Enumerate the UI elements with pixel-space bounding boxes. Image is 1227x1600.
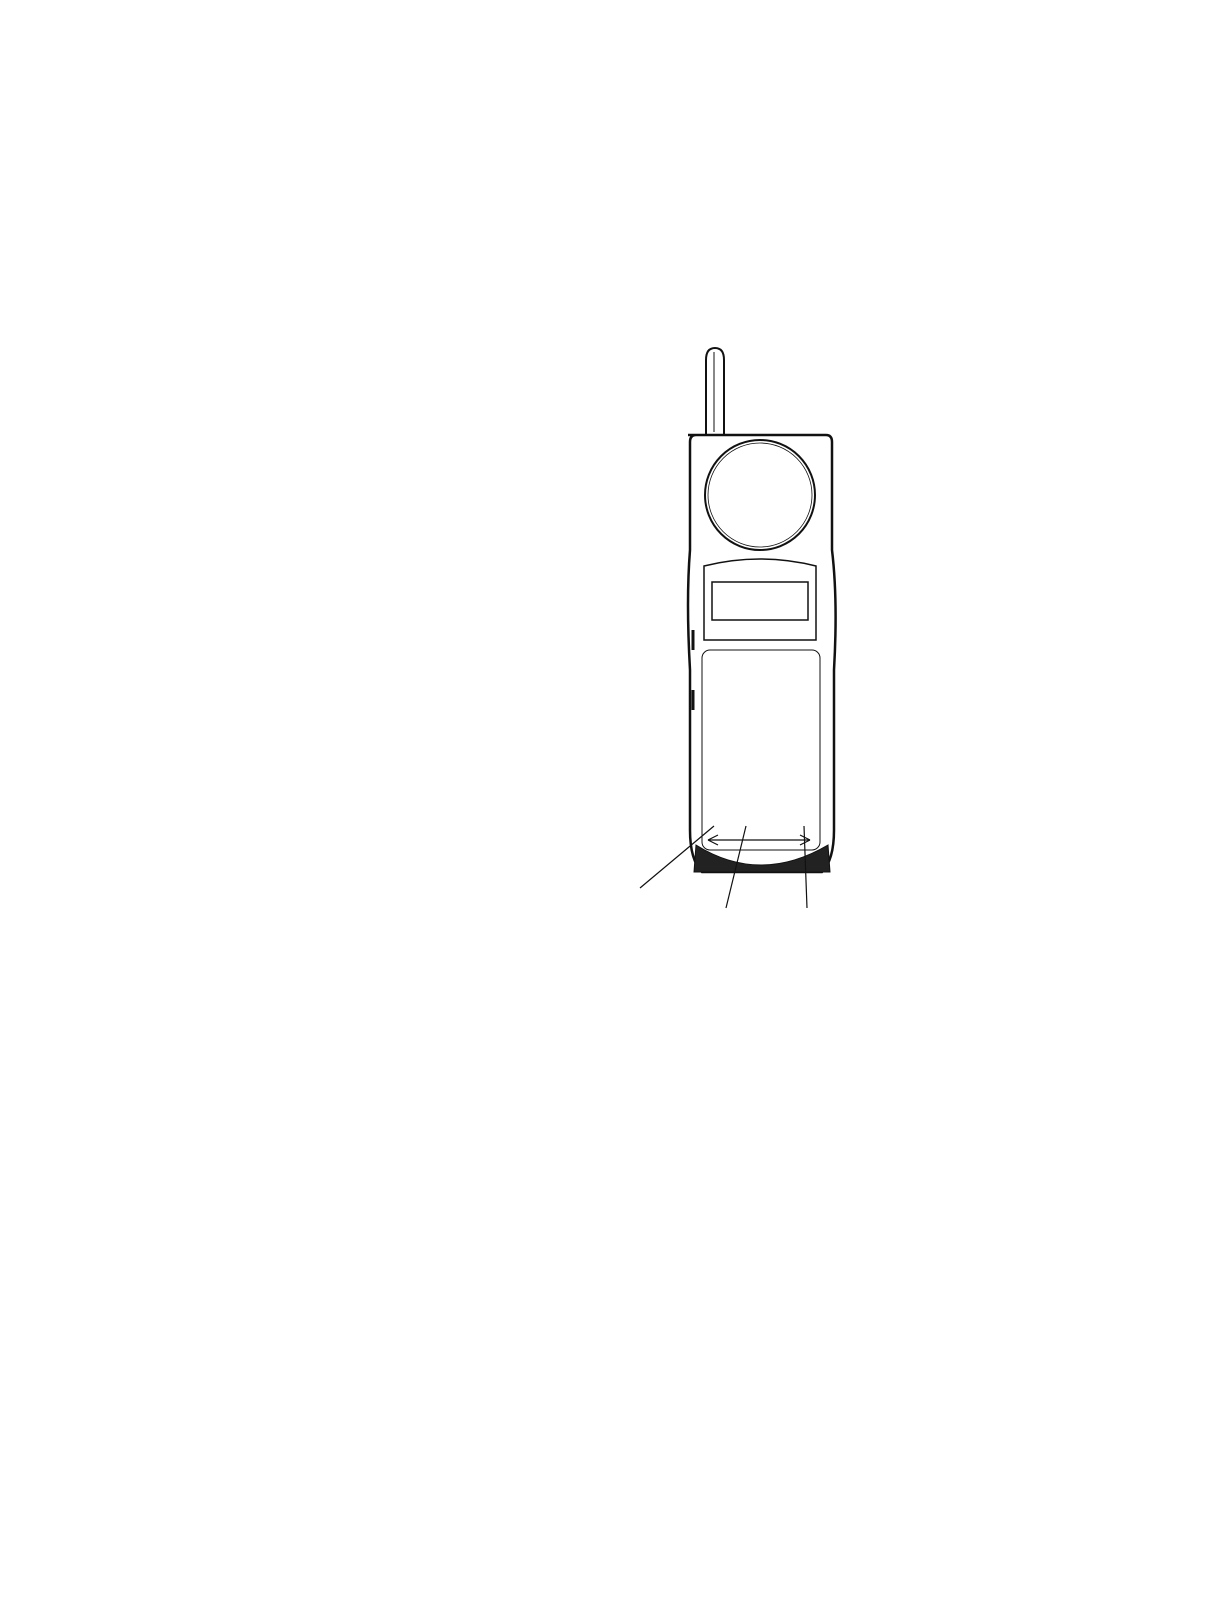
cordless-phone-illustration xyxy=(600,340,860,920)
antenna xyxy=(706,348,724,435)
phone-body xyxy=(688,435,836,872)
